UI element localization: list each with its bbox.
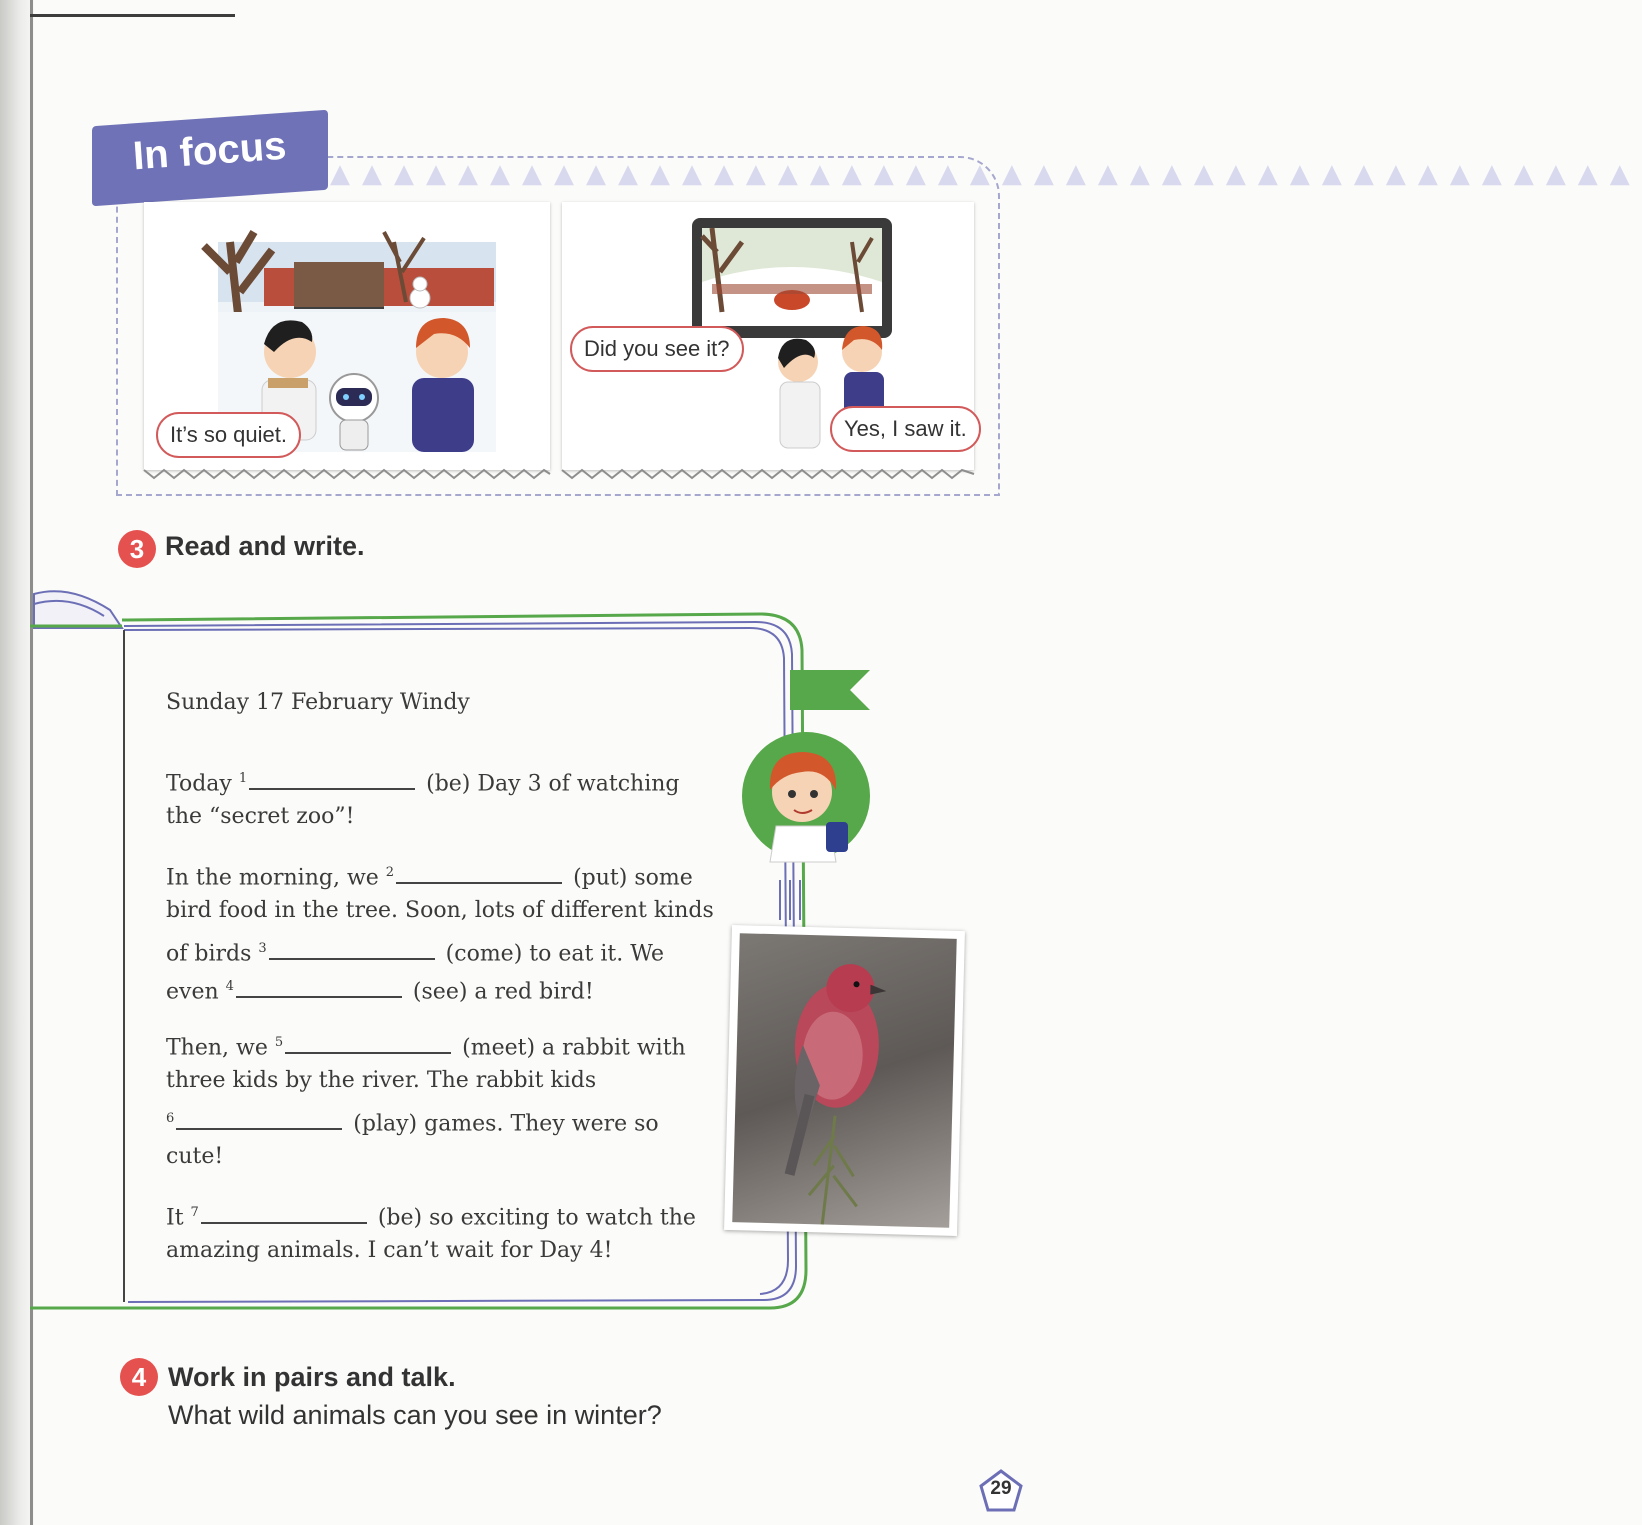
text: Today bbox=[166, 771, 232, 797]
zigzag-edge bbox=[144, 466, 550, 480]
exercise-4-instruction: Work in pairs and talk. bbox=[168, 1362, 456, 1392]
text: (be) so exciting to watch the bbox=[377, 1205, 696, 1231]
diary-paragraph-1-line-1 bbox=[166, 760, 680, 803]
diary-paragraph-4-line-2: amazing animals. I can’t wait for Day 4! bbox=[166, 1238, 613, 1263]
blank-number: 6 bbox=[166, 1111, 175, 1126]
diary-paragraph-2-line-3 bbox=[166, 930, 664, 973]
blank-number: 3 bbox=[258, 941, 267, 956]
diary-paragraph-3-line-4: cute! bbox=[166, 1144, 224, 1169]
photo-content bbox=[732, 933, 956, 1228]
diary-paragraph-1-line-2: the “secret zoo”! bbox=[166, 804, 355, 829]
blank-number: 1 bbox=[238, 771, 248, 786]
in-focus-title: In focus bbox=[131, 123, 288, 179]
text: (come) to eat it. We bbox=[445, 941, 665, 967]
text: (meet) a rabbit with bbox=[462, 1035, 686, 1061]
text: (put) some bbox=[573, 865, 693, 891]
text: (play) games. They were so bbox=[353, 1111, 659, 1137]
answer-blank-4[interactable] bbox=[236, 972, 402, 998]
exercise-3-number-badge: 3 bbox=[118, 530, 156, 568]
answer-blank-3[interactable] bbox=[269, 934, 435, 960]
diary-date-line: Sunday 17 February Windy bbox=[166, 690, 470, 715]
zigzag-edge bbox=[562, 466, 974, 480]
diary-paragraph-4-line-1 bbox=[166, 1194, 696, 1237]
diary-paragraph-2-line-4 bbox=[166, 968, 594, 1011]
diary-paragraph-3-line-2: three kids by the river. The rabbit kids bbox=[166, 1068, 597, 1093]
blank-number: 2 bbox=[385, 865, 395, 880]
text: (be) Day 3 of watching bbox=[426, 771, 680, 797]
text: of birds bbox=[166, 941, 252, 967]
text: (see) a red bird! bbox=[412, 979, 594, 1005]
speech-bubble-question: Did you see it? bbox=[570, 326, 744, 372]
answer-blank-1[interactable] bbox=[249, 764, 415, 790]
answer-blank-2[interactable] bbox=[396, 858, 562, 884]
answer-blank-5[interactable] bbox=[285, 1028, 451, 1054]
exercise-3-instruction: Read and write. bbox=[165, 531, 365, 561]
exercise-4-number-badge: 4 bbox=[120, 1358, 158, 1396]
diary-paragraph-2-line-1 bbox=[166, 854, 693, 897]
red-bird-photo bbox=[724, 925, 965, 1236]
pine-grosbeak-illustration bbox=[732, 933, 956, 1228]
diary-paragraph-3-line-1 bbox=[166, 1024, 686, 1067]
text: Then, we bbox=[166, 1035, 268, 1061]
text: even bbox=[166, 979, 219, 1005]
diary-paragraph-3-line-3 bbox=[166, 1100, 659, 1143]
triangle-pattern: ▲▲▲▲▲▲▲▲▲▲▲▲▲▲▲▲▲▲▲▲▲▲▲▲▲▲▲▲▲▲▲▲▲▲▲▲▲▲▲▲▲ bbox=[330, 159, 1642, 189]
text: It bbox=[166, 1205, 184, 1231]
blank-number: 5 bbox=[274, 1035, 284, 1050]
speech-bubble-answer: Yes, I saw it. bbox=[830, 406, 981, 452]
answer-blank-7[interactable] bbox=[201, 1198, 367, 1224]
blank-number: 7 bbox=[190, 1205, 199, 1220]
page-number: 29 bbox=[990, 1478, 1012, 1499]
blank-number: 4 bbox=[225, 979, 234, 994]
exercise-4-question: What wild animals can you see in winter? bbox=[168, 1400, 662, 1430]
top-rule bbox=[30, 14, 235, 17]
answer-blank-6[interactable] bbox=[176, 1104, 342, 1130]
boy-avatar bbox=[740, 730, 872, 862]
diary-paragraph-2-line-2: bird food in the tree. Soon, lots of different kinds bbox=[166, 898, 714, 923]
speech-bubble-quiet: It’s so quiet. bbox=[156, 412, 301, 458]
page-number-badge bbox=[978, 1468, 1024, 1514]
text: In the morning, we bbox=[166, 865, 379, 891]
